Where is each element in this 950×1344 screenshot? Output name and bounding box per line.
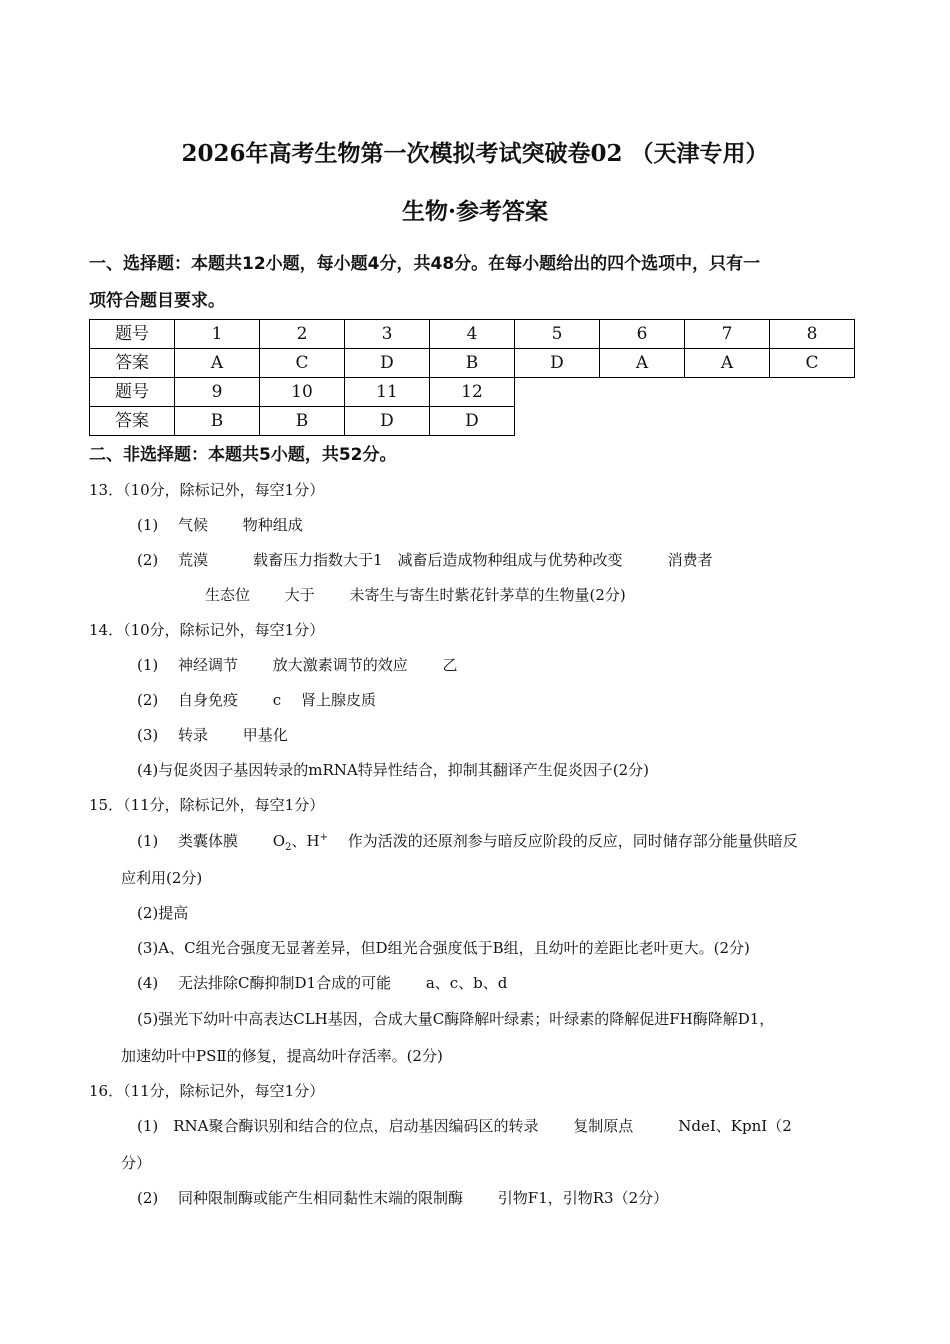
q15-superscript: + <box>319 832 328 843</box>
table-empty-cell <box>600 407 685 436</box>
table-row <box>90 407 855 436</box>
table-empty-cell <box>515 407 600 436</box>
q16-header: 16．（11分，除标记外，每空1分） <box>89 1082 325 1100</box>
table-label-answer: 答案 <box>90 407 175 436</box>
table-cell: A <box>175 349 260 378</box>
table-cell: 10 <box>260 378 345 407</box>
table-cell: A <box>685 349 770 378</box>
section1-line1: 一、选择题：本题共12小题，每小题4分，共48分。在每小题给出的四个选项中，只有一 <box>89 254 761 274</box>
q14-line1: (1) 神经调节 放大激素调节的效应 乙 <box>137 656 458 674</box>
table-cell: 5 <box>515 320 600 349</box>
table-row <box>90 349 855 378</box>
q16-line1-cont: 分） <box>121 1154 152 1172</box>
table-empty-cell <box>600 378 685 407</box>
q15-header: 15．（11分，除标记外，每空1分） <box>89 796 325 814</box>
q14-line3: (3) 转录 甲基化 <box>137 726 288 744</box>
section1-line2: 项符合题目要求。 <box>89 291 225 311</box>
q14-header: 14．（10分，除标记外，每空1分） <box>89 621 325 639</box>
table-empty-cell <box>685 407 770 436</box>
q13-header: 13．（10分，除标记外，每空1分） <box>89 481 325 499</box>
table-cell: C <box>260 349 345 378</box>
table-cell: D <box>430 407 515 436</box>
table-cell: D <box>515 349 600 378</box>
table-cell: 1 <box>175 320 260 349</box>
q13-line1: (1) 气候 物种组成 <box>137 516 303 534</box>
table-cell: B <box>260 407 345 436</box>
table-cell: 4 <box>430 320 515 349</box>
table-cell: A <box>600 349 685 378</box>
q13-line2: (2) 荒漠 载畜压力指数大于1 减畜后造成物种组成与优势种改变 消费者 <box>137 551 713 569</box>
table-cell: B <box>175 407 260 436</box>
table-cell: 11 <box>345 378 430 407</box>
table-row <box>90 320 855 349</box>
table-cell: 12 <box>430 378 515 407</box>
table-label-question: 题号 <box>90 378 175 407</box>
table-cell: D <box>345 407 430 436</box>
table-cell: 7 <box>685 320 770 349</box>
table-cell: B <box>430 349 515 378</box>
q15-line4: (4) 无法排除C酶抑制D1合成的可能 a、c、b、d <box>137 974 508 992</box>
section2-heading: 二、非选择题：本题共5小题，共52分。 <box>89 445 397 465</box>
q15-line1-part-b: 、H <box>291 832 320 850</box>
table-cell: 3 <box>345 320 430 349</box>
table-label-answer: 答案 <box>90 349 175 378</box>
table-row <box>90 378 855 407</box>
table-cell: D <box>345 349 430 378</box>
table-empty-cell <box>770 378 855 407</box>
answer-table <box>89 319 855 436</box>
q15-line1-cont: 应利用(2分) <box>121 869 203 887</box>
q14-line2: (2) 自身免疫 c 肾上腺皮质 <box>137 691 376 709</box>
page-title: 2026年高考生物第一次模拟考试突破卷02 （天津专用） <box>181 140 769 167</box>
table-cell: C <box>770 349 855 378</box>
q15-subscript: 2 <box>285 842 292 853</box>
table-cell: 8 <box>770 320 855 349</box>
q15-line1-part-a: (1) 类囊体膜 O <box>137 832 286 850</box>
q15-line1-part-c: 作为活泼的还原剂参与暗反应阶段的反应，同时储存部分能量供暗反 <box>327 832 798 850</box>
table-label-question: 题号 <box>90 320 175 349</box>
q14-line4: (4)与促炎因子基因转录的mRNA特异性结合，抑制其翻译产生促炎因子(2分) <box>137 761 649 779</box>
q16-line1: (1) RNA聚合酶识别和结合的位点，启动基因编码区的转录 复制原点 NdeI、KpnI（2 <box>137 1117 792 1135</box>
q13-line3: 生态位 大于 未寄生与寄生时紫花针茅草的生物量(2分) <box>205 586 626 604</box>
q15-line2: (2)提高 <box>137 904 189 922</box>
table-cell: 2 <box>260 320 345 349</box>
q15-line5: (5)强光下幼叶中高表达CLH基因，合成大量C酶降解叶绿素；叶绿素的降解促进FH酶降解D1， <box>137 1010 775 1028</box>
table-empty-cell <box>515 378 600 407</box>
q15-line6: 加速幼叶中PSⅡ的修复，提高幼叶存活率。(2分) <box>121 1047 443 1065</box>
q15-line1 <box>137 830 798 853</box>
table-empty-cell <box>685 378 770 407</box>
table-empty-cell <box>770 407 855 436</box>
page-subtitle: 生物·参考答案 <box>401 198 548 225</box>
table-cell: 9 <box>175 378 260 407</box>
q16-line2: (2) 同种限制酶或能产生相同黏性末端的限制酶 引物F1，引物R3（2分） <box>137 1189 669 1207</box>
table-cell: 6 <box>600 320 685 349</box>
q15-line3: (3)A、C组光合强度无显著差异，但D组光合强度低于B组，且幼叶的差距比老叶更大。(2分) <box>137 939 750 957</box>
